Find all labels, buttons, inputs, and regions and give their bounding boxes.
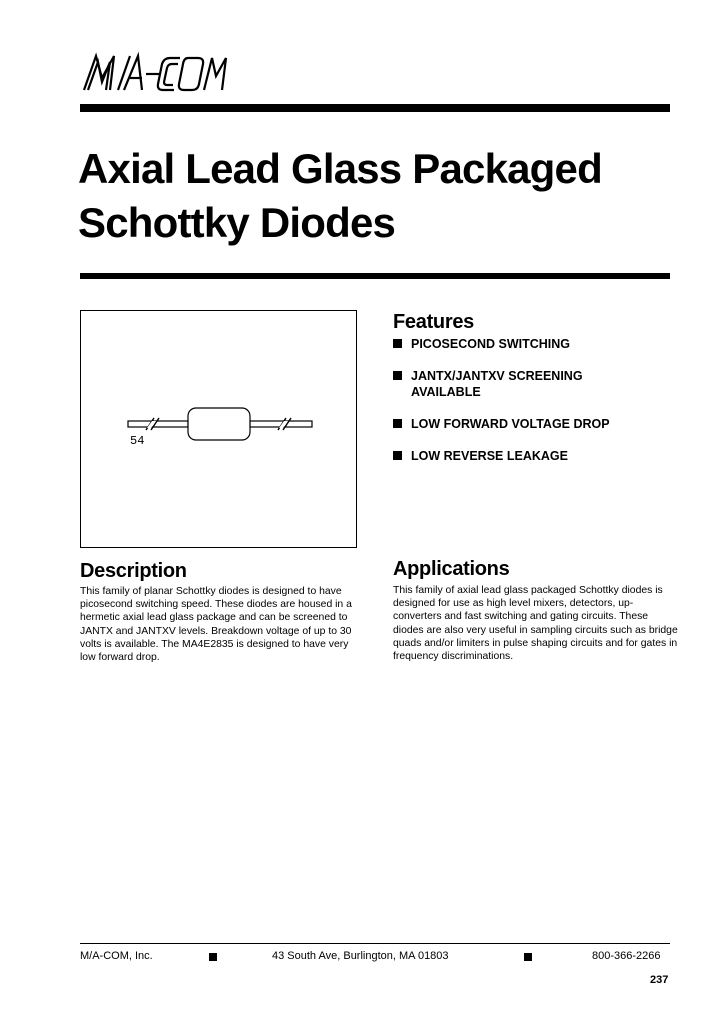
feature-text: PICOSECOND SWITCHING — [411, 337, 571, 351]
feature-item — [393, 448, 683, 464]
feature-item — [393, 416, 683, 432]
square-bullet-icon — [393, 451, 402, 460]
square-bullet-icon — [393, 419, 402, 428]
figure-label: 54 — [130, 434, 145, 448]
page-number: 237 — [650, 974, 669, 986]
square-bullet-icon — [524, 953, 532, 961]
macom-logo-graphic — [80, 48, 230, 94]
applications-heading: Applications — [393, 558, 510, 580]
section-rule — [80, 273, 670, 279]
document-title — [78, 142, 678, 250]
feature-text: LOW FORWARD VOLTAGE DROP — [411, 417, 610, 431]
square-bullet-icon — [393, 371, 402, 380]
diode-drawing — [126, 400, 316, 460]
description-heading: Description — [80, 560, 187, 582]
feature-item — [393, 336, 683, 352]
macom-logo — [80, 48, 230, 94]
features-heading: Features — [393, 311, 474, 333]
square-bullet-icon — [393, 339, 402, 348]
features-list — [393, 336, 683, 480]
title-line-1: Axial Lead Glass Packaged — [78, 145, 602, 192]
axial-diode-icon — [126, 400, 316, 460]
feature-item — [393, 368, 683, 400]
footer-company: M/A-COM, Inc. — [80, 950, 153, 962]
footer-address: 43 South Ave, Burlington, MA 01803 — [272, 950, 449, 962]
footer-rule — [80, 943, 670, 944]
feature-text: JANTX/JANTXV SCREENING AVAILABLE — [411, 369, 583, 399]
square-bullet-icon — [209, 953, 217, 961]
description-text: This family of planar Schottky diodes is designed to have picosecond switching speed. These diodes are housed in a hermetic axial lead glass package and can be screened to JANTX and JANTXV levels. Breakdown voltage of up to 30 volts is available. The MA4E2835 is designed to have very low forward drop. — [80, 586, 352, 664]
footer-phone: 800-366-2266 — [592, 950, 661, 962]
title-line-2: Schottky Diodes — [78, 199, 396, 246]
applications-text: This family of axial lead glass packaged Schottky diodes is designed for use as high level mixers, detectors, up-converters and fast switching and gating circuits. These diodes are also very useful in sampling circuits such as bridge quads and/or limiters in pulse shaping circuits and for gates in frequency discriminations. — [393, 585, 678, 663]
feature-text: LOW REVERSE LEAKAGE — [411, 449, 568, 463]
top-rule — [80, 104, 670, 112]
